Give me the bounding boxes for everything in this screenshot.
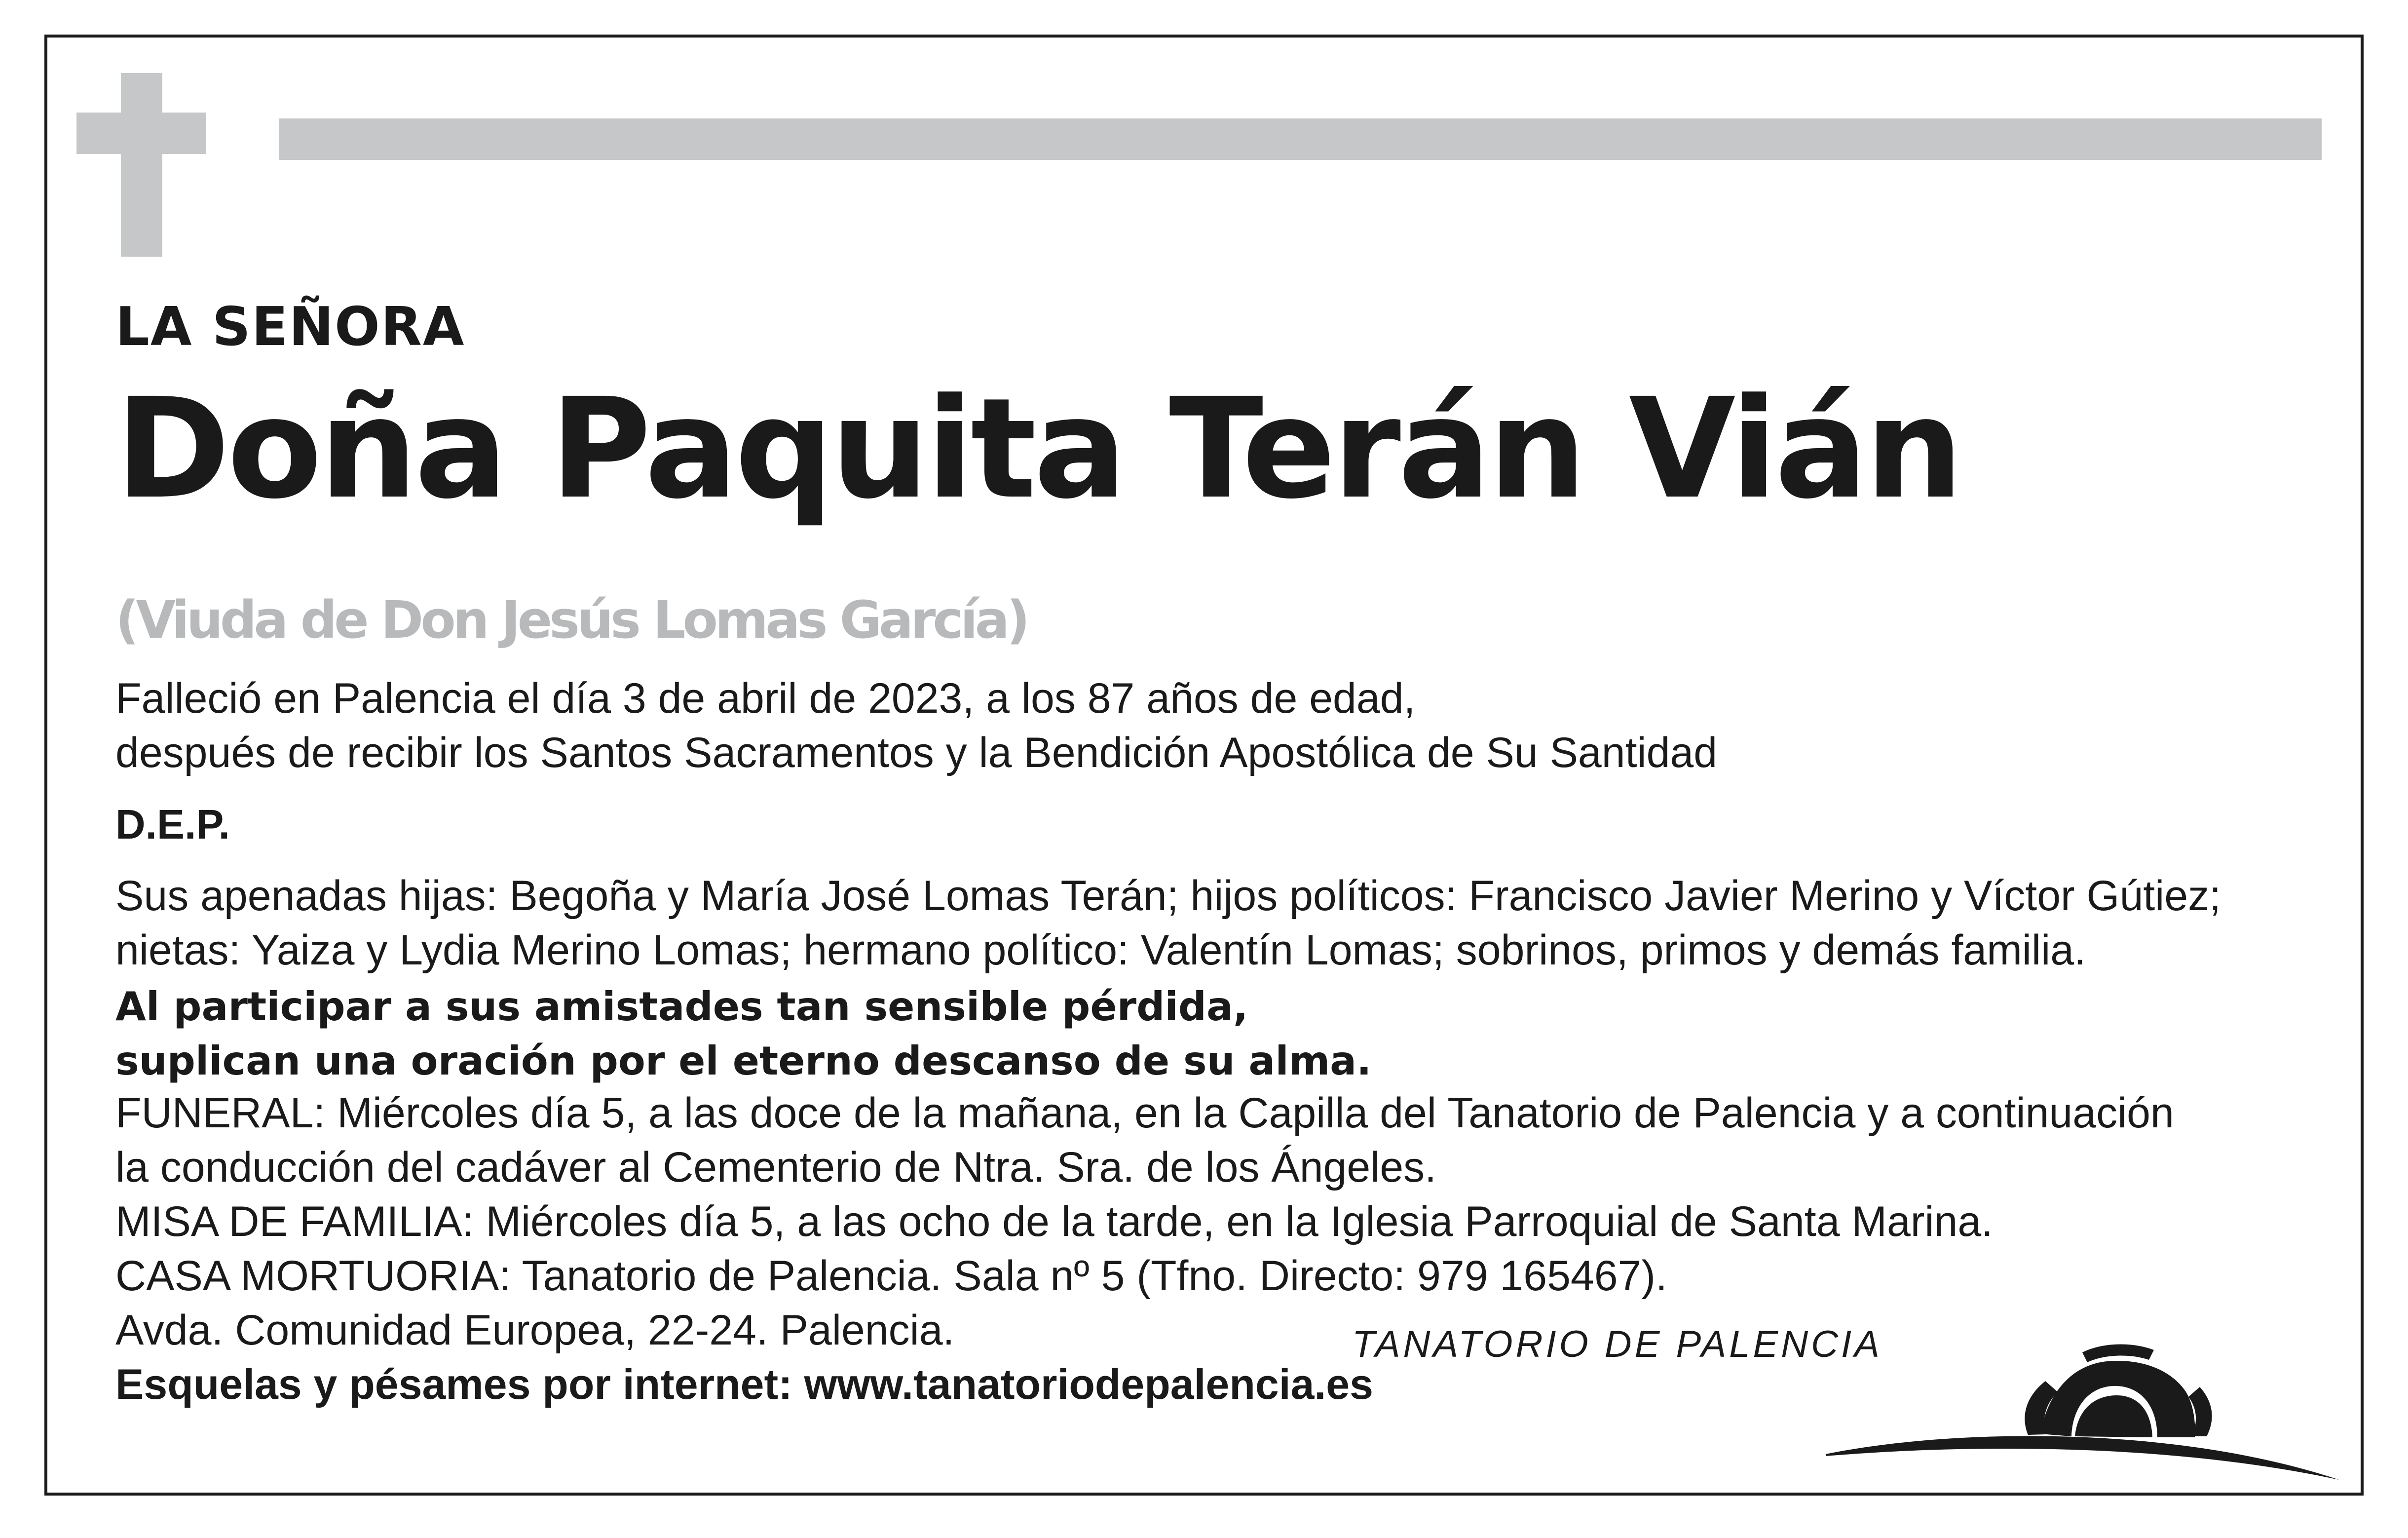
internet-line: Esquelas y pésames por internet: www.tanatoriodepalencia.es (115, 1361, 1373, 1408)
death-line: después de recibir los Santos Sacramentos y la Bendición Apostólica de Su Santidad (115, 729, 1718, 776)
misa-line: MISA DE FAMILIA: Miércoles día 5, a las ocho de la tarde, en la Iglesia Parroquial de Santa Marina. (115, 1198, 1994, 1245)
funeral-line: FUNERAL: Miércoles día 5, a las doce de la mañana, en la Capilla del Tanatorio de Palencia y a continuación (115, 1089, 2174, 1137)
honorific: LA SEÑORA (115, 296, 465, 358)
tanatorio-logo-icon (1826, 1323, 2344, 1491)
funeral-home-name: TANATORIO DE PALENCIA (1352, 1323, 1882, 1365)
family-line: nietas: Yaiza y Lydia Merino Lomas; hermano político: Valentín Lomas; sobrinos, primos y demás familia. (115, 926, 2086, 974)
family-list (115, 869, 2221, 977)
prayer-line: Al participar a sus amistades tan sensible pérdida, (115, 984, 1248, 1030)
deceased-name: Doña Paquita Terán Vián (115, 369, 1960, 530)
dep: D.E.P. (115, 801, 230, 847)
cross-icon-arm (76, 113, 206, 154)
prayer-request (115, 980, 1372, 1088)
casa-line: CASA MORTUORIA: Tanatorio de Palencia. Sala nº 5 (Tfno. Directo: 979 165467). (115, 1252, 1667, 1300)
death-notice (115, 671, 1717, 780)
cross-icon (121, 73, 162, 257)
death-line: Falleció en Palencia el día 3 de abril de 2023, a los 87 años de edad, (115, 675, 1416, 722)
header-rule (279, 118, 2322, 160)
widow-note: (Viuda de Don Jesús Lomas García) (115, 590, 1027, 650)
family-line: Sus apenadas hijas: Begoña y María José Lomas Terán; hijos políticos: Francisco Javier Merino y Víctor Gútiez; (115, 872, 2221, 920)
prayer-line: suplican una oración por el eterno descanso de su alma. (115, 1038, 1372, 1084)
address-line: Avda. Comunidad Europea, 22-24. Palencia. (115, 1307, 955, 1354)
funeral-line: la conducción del cadáver al Cementerio de Ntra. Sra. de los Ángeles. (115, 1144, 1437, 1191)
